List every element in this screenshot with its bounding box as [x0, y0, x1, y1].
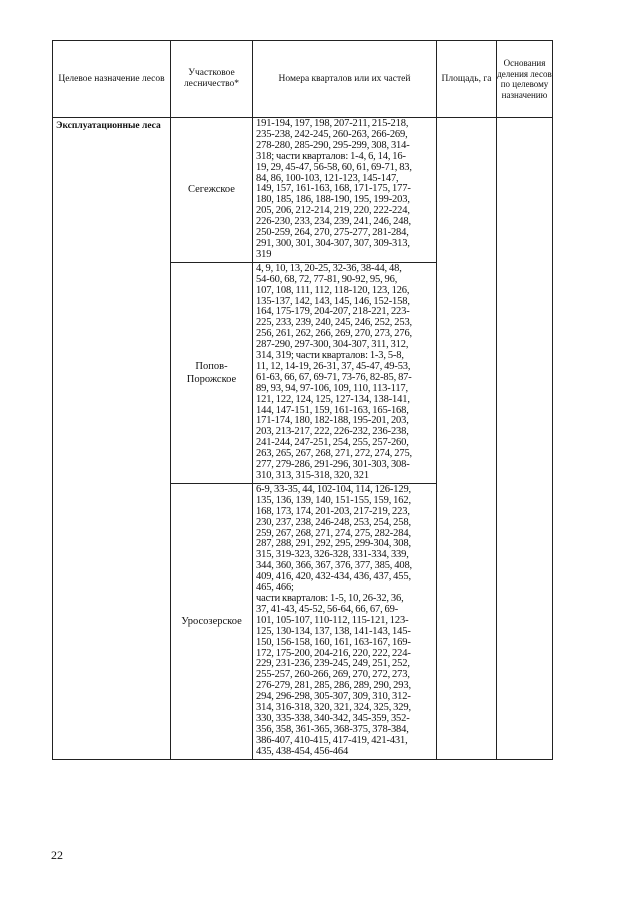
quarters-line: 318; части кварталов: 1-4, 6, 14, 16- — [256, 150, 406, 162]
quarters-line: части кварталов: 1-5, 10, 26-32, 36, — [256, 592, 404, 604]
quarters-line: 409, 416, 420, 432-434, 436, 437, 455, — [256, 571, 411, 583]
quarters-line: 89, 93, 94, 97-106, 109, 110, 113-117, — [256, 382, 408, 394]
forestry-name: Попов-Порожское — [171, 262, 253, 483]
table-header-row — [53, 41, 553, 118]
quarters-line: 61-63, 66, 67, 69-71, 73-76, 82-85, 87- — [256, 371, 412, 383]
page-number: 22 — [51, 848, 63, 862]
quarters-line: 263, 265, 267, 268, 271, 272, 274, 275, — [256, 448, 413, 460]
quarters-line: 19, 29, 45-47, 56-58, 60, 61, 69-71, 83, — [256, 161, 412, 173]
header-forestry: Участковое лесничество* — [171, 41, 253, 118]
forestry-name: Уросозерское — [171, 483, 253, 759]
quarters-line: 276-279, 281, 285, 286, 289, 290, 293, — [256, 680, 411, 692]
quarters-line: 294, 296-298, 305-307, 309, 310, 312- — [256, 691, 411, 703]
quarters-line: 225, 233, 239, 240, 245, 246, 252, 253, — [256, 317, 413, 329]
quarters-line: 135, 136, 139, 140, 151-155, 159, 162, — [256, 494, 411, 506]
quarters-line: 277, 279-286, 291-296, 301-303, 308- — [256, 459, 410, 471]
quarters-line: 229, 231-236, 239-245, 249, 251, 252, — [256, 658, 410, 670]
header-purpose: Целевое назначение лесов — [53, 41, 171, 118]
basis-cell — [497, 118, 553, 760]
quarters-line: 168, 173, 174, 201-203, 217-219, 223, — [256, 505, 410, 517]
quarters-line: 356, 358, 361-365, 368-375, 378-384, — [256, 723, 409, 735]
quarters-line: 315, 319-323, 326-328, 331-334, 339, — [256, 549, 409, 561]
quarters-line: 180, 185, 186, 188-190, 195, 199-203, — [256, 194, 410, 206]
quarters-line: 135-137, 142, 143, 145, 146, 152-158, — [256, 295, 410, 307]
forest-purpose-table — [52, 40, 553, 760]
quarters-line: 255-257, 260-266, 269, 270, 272, 273, — [256, 669, 410, 681]
quarters-line: 172, 175-200, 204-216, 220, 222, 224- — [256, 647, 411, 659]
quarters-line: 121, 122, 124, 125, 127-134, 138-141, — [256, 393, 410, 405]
quarters-line: 314, 316-318, 320, 321, 324, 325, 329, — [256, 702, 411, 714]
quarters-line: 203, 213-217, 222, 226-232, 236-238, — [256, 426, 409, 438]
quarters-line: 291, 300, 301, 304-307, 307, 309-313, — [256, 237, 410, 249]
quarters-line: 465, 466; — [256, 582, 294, 594]
quarters-line: 191-194, 197, 198, 207-211, 215-218, — [256, 118, 409, 129]
quarters-line: 256, 261, 262, 266, 269, 270, 273, 276, — [256, 328, 413, 340]
quarters-line: 230, 237, 238, 246-248, 253, 254, 258, — [256, 516, 411, 528]
quarters-line: 107, 108, 111, 112, 118-120, 123, 126, — [256, 284, 410, 296]
purpose-cell-exploitation: Эксплуатационные леса — [53, 118, 171, 760]
quarters-line: 287, 288, 291, 292, 295, 299-304, 308, — [256, 538, 411, 550]
quarters-line: 144, 147-151, 159, 161-163, 165-168, — [256, 404, 409, 416]
header-area: Площадь, га — [437, 41, 497, 118]
quarters-line: 11, 12, 14-19, 26-31, 37, 45-47, 49-53, — [256, 360, 411, 372]
quarters-line: 235-238, 242-245, 260-263, 266-269, — [256, 128, 408, 140]
quarters-line: 278-280, 285-290, 295-299, 308, 314- — [256, 139, 410, 151]
quarters-line: 319 — [256, 248, 272, 260]
quarters-line: 330, 335-338, 340-342, 345-359, 352- — [256, 712, 410, 724]
table-row-segezhskoe — [53, 118, 553, 263]
forestry-name: Сегежское — [171, 118, 253, 263]
quarters-line: 314, 319; части кварталов: 1-3, 5-8, — [256, 350, 404, 362]
quarters-line: 4, 9, 10, 13, 20-25, 32-36, 38-44, 48, — [256, 262, 402, 274]
quarters-line: 125, 130-134, 137, 138, 141-143, 145- — [256, 625, 411, 637]
quarters-cell — [253, 262, 437, 483]
quarters-line: 386-407, 410-415, 417-419, 421-431, — [256, 734, 408, 746]
quarters-line: 149, 157, 161-163, 168, 171-175, 177- — [256, 183, 411, 195]
quarters-line: 37, 41-43, 45-52, 56-64, 66, 67, 69- — [256, 603, 399, 615]
quarters-cell — [253, 118, 437, 263]
quarters-line: 6-9, 33-35, 44, 102-104, 114, 126-129, — [256, 483, 412, 495]
quarters-line: 164, 175-179, 204-207, 218-221, 223- — [256, 306, 410, 318]
header-quarters: Номера кварталов или их частей — [253, 41, 437, 118]
quarters-cell — [253, 483, 437, 759]
quarters-line: 54-60, 68, 72, 77-81, 90-92, 95, 96, — [256, 273, 398, 285]
quarters-line: 310, 313, 315-318, 320, 321 — [256, 470, 369, 481]
quarters-line: 101, 105-107, 110-112, 115-121, 123- — [256, 614, 409, 626]
header-basis: Основания деления лесов по целевому назначению — [497, 41, 553, 118]
quarters-line: 226-230, 233, 234, 239, 241, 246, 248, — [256, 216, 411, 228]
quarters-line: 150, 156-158, 160, 161, 163-167, 169- — [256, 636, 411, 648]
quarters-line: 84, 86, 100-103, 121-123, 145-147, — [256, 172, 399, 184]
quarters-line: 344, 360, 366, 367, 376, 377, 385, 408, — [256, 560, 413, 572]
area-cell — [437, 118, 497, 760]
quarters-line: 171-174, 180, 182-188, 195-201, 203, — [256, 415, 409, 427]
quarters-line: 259, 267, 268, 271, 274, 275, 282-284, — [256, 527, 411, 539]
quarters-line: 435, 438-454, 456-464 — [256, 745, 349, 757]
quarters-line: 205, 206, 212-214, 219, 220, 222-224, — [256, 205, 410, 217]
quarters-line: 241-244, 247-251, 254, 255, 257-260, — [256, 437, 409, 449]
quarters-line: 250-259, 264, 270, 275-277, 281-284, — [256, 227, 409, 239]
quarters-line: 287-290, 297-300, 304-307, 311, 312, — [256, 339, 409, 351]
